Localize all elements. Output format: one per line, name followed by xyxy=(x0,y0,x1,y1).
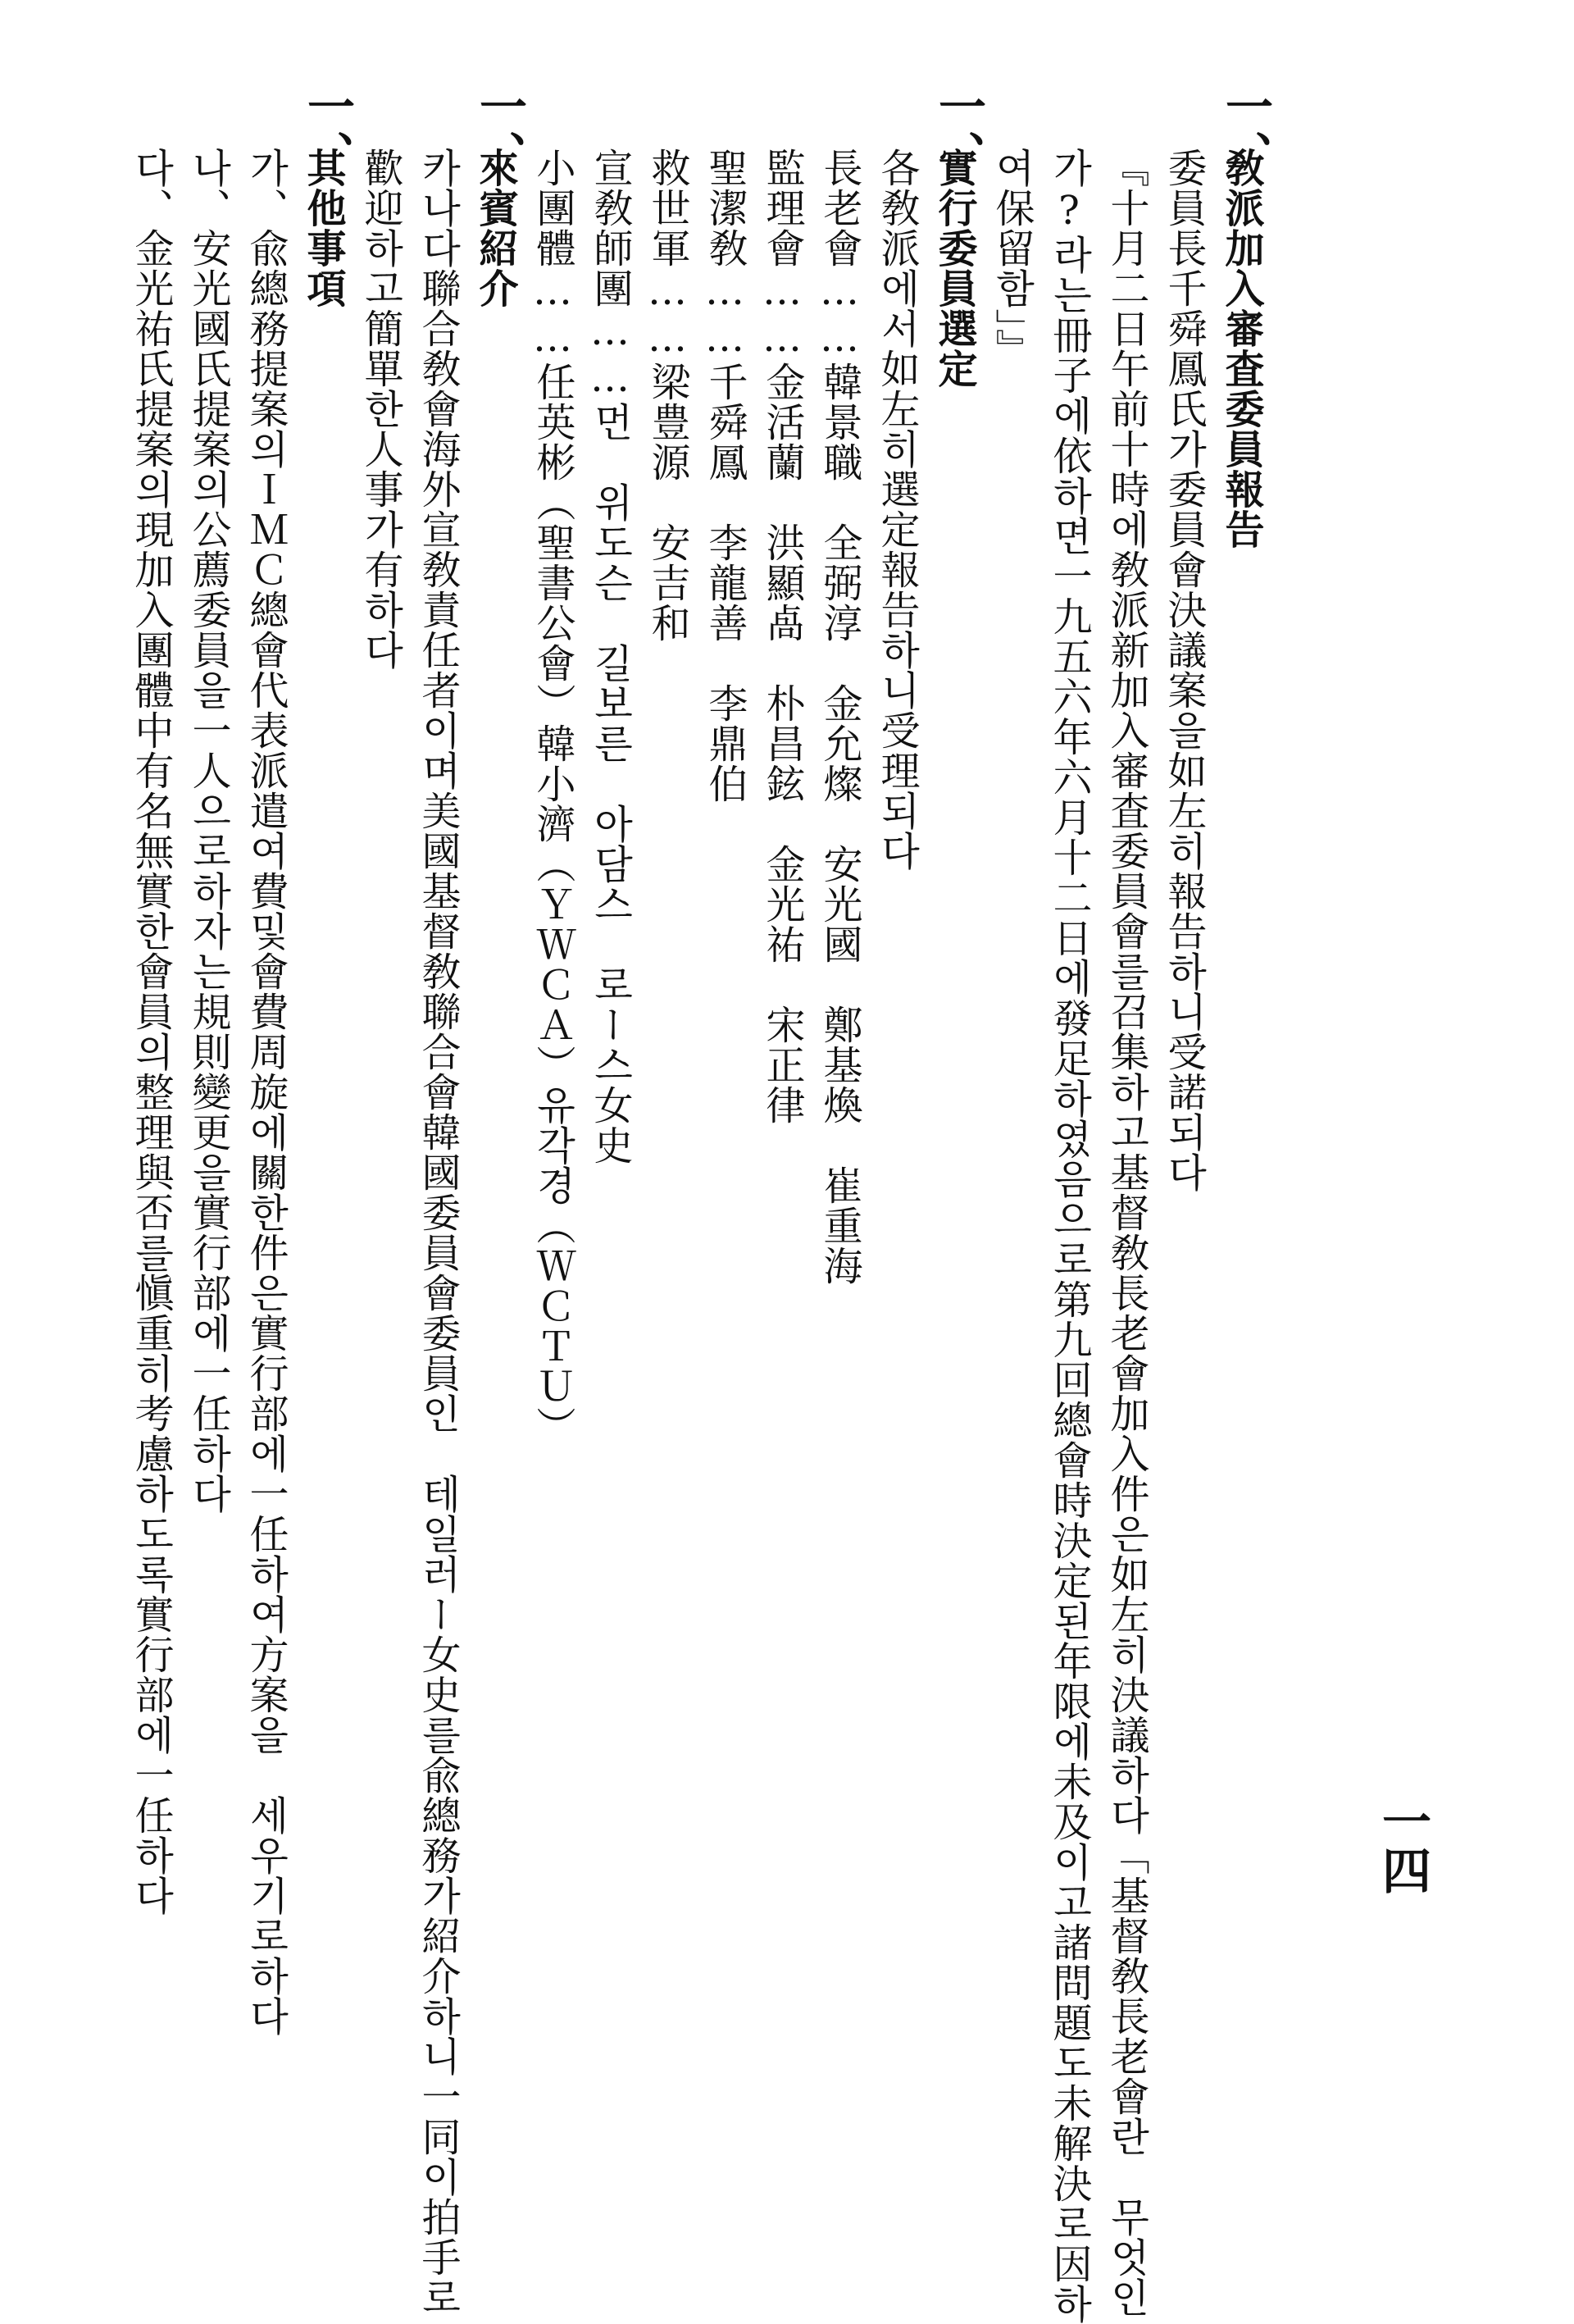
text-column: 監理會……金活蘭 洪顯卨 朴昌鉉 金光祐 宋正律 xyxy=(759,148,805,1125)
text-column: 카나다聯合敎會海外宣敎責任者이며美國基督敎聯合會韓國委員會委員인 테일러ー女史를兪總務가紹介하니一同이拍手로 xyxy=(415,148,461,2317)
text-column: 여保留함」』 xyxy=(989,148,1035,369)
text-column: 다、金光祐氏提案의現加入團體中有名無實한會員의整理與否를愼重히考慮하도록實行部에一任하다 xyxy=(128,148,174,1916)
section-bullet: 一、 xyxy=(1217,82,1273,179)
text-column: 나、安光國氏提案의公薦委員을一人으로하자는規則變更을實行部에一任하다 xyxy=(185,148,231,1514)
text-column: 委員長千舜鳳氏가委員會決議案을如左히報告하니受諾되다 xyxy=(1161,148,1207,1192)
text-column: 各敎派에서如左히選定報告하니受理되다 xyxy=(874,148,920,871)
text-column: 救世軍……梁豊源 安吉和 xyxy=(644,148,690,643)
section-bullet: 一、 xyxy=(299,82,355,179)
section-bullet: 一、 xyxy=(930,82,986,179)
section-heading: 其他事項 xyxy=(300,148,346,308)
text-column: 가、兪總務提案의ＩＭＣ總會代表派遣여費및會費周旋에關한件은實行部에一任하여方案을 세우기로하다 xyxy=(243,148,289,2036)
section-heading: 敎派加入審査委員報告 xyxy=(1218,148,1264,549)
section-heading: 來賓紹介 xyxy=(472,148,518,308)
text-column: 長老會……韓景職 全弼淳 金允燦 安光國 鄭基煥 崔重海 xyxy=(817,148,862,1286)
text-column: 聖潔敎……千舜鳳 李龍善 李鼎伯 xyxy=(702,148,748,804)
text-column: 가?라는冊子에依하면一九五六年六月十二日에發足하였음으로第九回總會時決定된年限에未及이고諸問題도未解決로因하 xyxy=(1046,148,1092,2324)
section-bullet: 一、 xyxy=(471,82,527,179)
page-number: 一四 xyxy=(1374,1796,1431,1894)
section-heading: 實行委員選定 xyxy=(931,148,977,389)
text-column: 歡迎하고簡單한人事가有하다 xyxy=(357,148,403,670)
text-column: 小團體……任英彬（聖書公會）韓小濟（ＹＷＣＡ）유각경（ＷＣＴＵ） xyxy=(530,148,575,1447)
text-column: 『十月二日午前十時에敎派新加入審査委員會를召集하고基督敎長老會加入件은如左히決議하다「基督敎長老會란 무엇인 xyxy=(1103,148,1149,2317)
text-column: 宣敎師團……먼 위도슨 길보른 아담스 로ー스女史 xyxy=(587,148,633,1165)
